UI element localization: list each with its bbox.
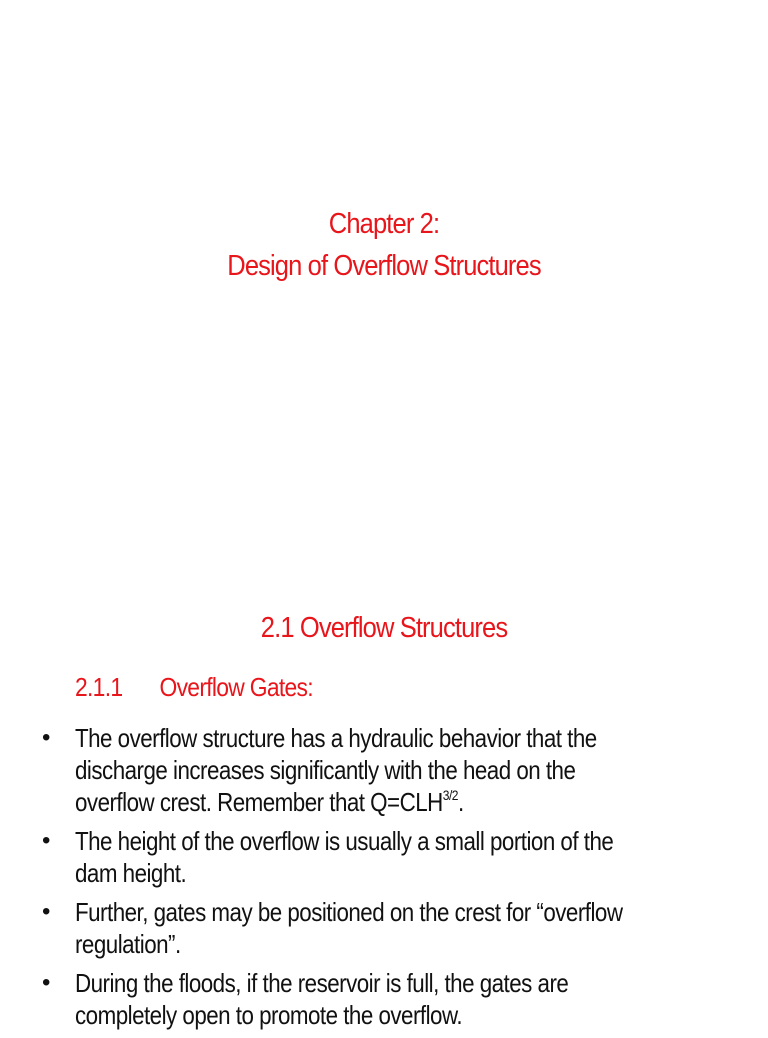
- formula-exponent: 3/2: [442, 787, 458, 803]
- formula-period: .: [457, 787, 464, 817]
- bullet-line: The overflow structure has a hydraulic behavior that the: [75, 723, 597, 753]
- chapter-number: Chapter 2:: [328, 208, 440, 240]
- bullet-item: [0, 967, 768, 1031]
- subsection-name: Overflow Gates:: [159, 672, 313, 702]
- subsection-number: 2.1.1: [75, 672, 123, 702]
- chapter-title: [46, 203, 722, 287]
- bullet-text: [75, 825, 729, 889]
- bullet-line: [75, 786, 729, 818]
- formula-text: overflow crest. Remember that Q=CLH: [75, 787, 443, 817]
- bullet-icon: •: [42, 898, 51, 925]
- bullet-item: [0, 896, 768, 960]
- bullet-item: [0, 722, 768, 818]
- bullet-icon: •: [42, 724, 51, 751]
- bullet-icon: •: [42, 827, 51, 854]
- subsection-heading: [75, 669, 313, 705]
- bullet-line: completely open to promote the overflow.: [75, 1000, 463, 1030]
- bullet-icon: •: [42, 969, 51, 996]
- bullet-text: [75, 896, 729, 960]
- bullet-item: [0, 825, 768, 889]
- bullet-text: [75, 722, 729, 818]
- bullet-text: [75, 967, 729, 1031]
- bullet-line: dam height.: [75, 858, 187, 888]
- bullet-line: Further, gates may be positioned on the crest for “overflow: [75, 897, 623, 927]
- bullet-line: discharge increases significantly with the head on the: [75, 755, 576, 785]
- chapter-name: Design of Overflow Structures: [227, 250, 541, 282]
- section-heading: 2.1 Overflow Structures: [260, 612, 508, 644]
- bullet-line: The height of the overflow is usually a small portion of the: [75, 826, 614, 856]
- bullet-line: During the floods, if the reservoir is full, the gates are: [75, 968, 569, 998]
- bullet-line: regulation”.: [75, 929, 181, 959]
- bullet-list: [0, 722, 768, 1038]
